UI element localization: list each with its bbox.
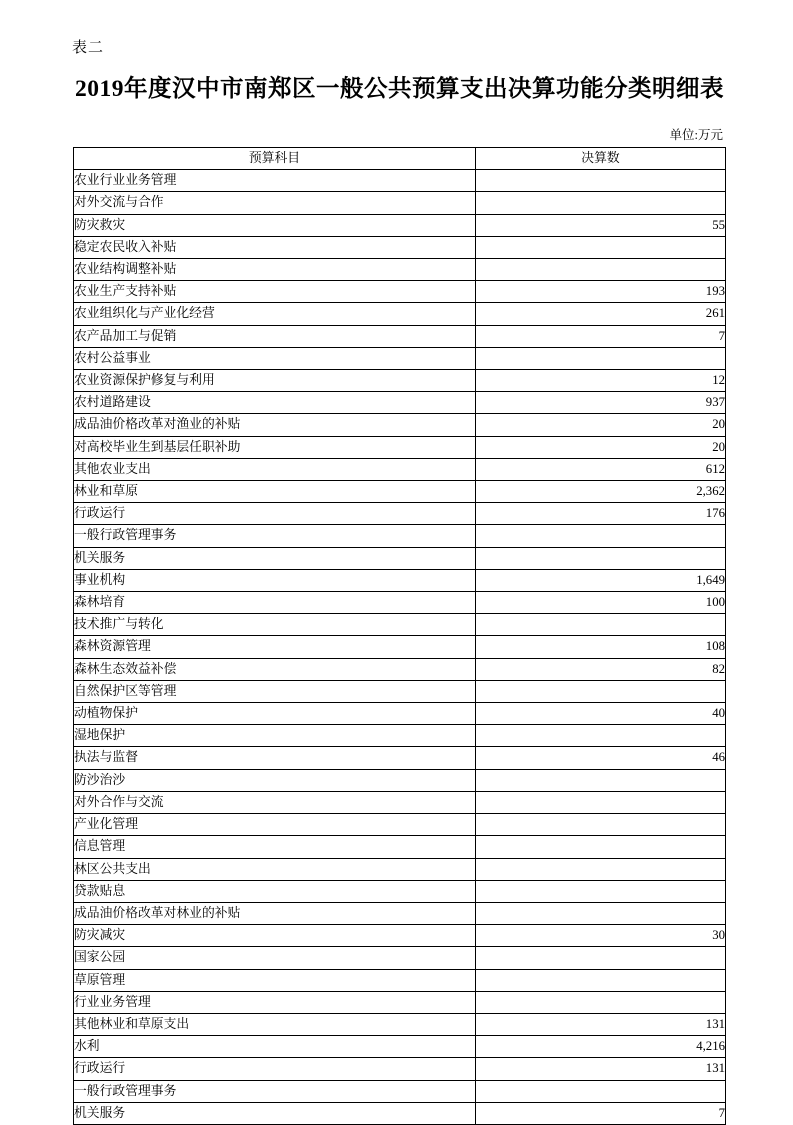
cell-subject: 机关服务 (74, 547, 476, 569)
cell-final-amount: 7 (476, 325, 726, 347)
table-row (74, 1013, 726, 1035)
cell-final-amount: 2,362 (476, 481, 726, 503)
cell-final-amount: 20 (476, 436, 726, 458)
cell-subject: 防灾救灾 (74, 214, 476, 236)
table-row (74, 392, 726, 414)
table-row (74, 1080, 726, 1102)
cell-final-amount (476, 969, 726, 991)
cell-final-amount (476, 525, 726, 547)
cell-final-amount (476, 236, 726, 258)
cell-final-amount: 82 (476, 658, 726, 680)
table-row (74, 769, 726, 791)
table-row (74, 969, 726, 991)
table-row (74, 481, 726, 503)
cell-final-amount (476, 614, 726, 636)
cell-final-amount: 108 (476, 636, 726, 658)
table-row (74, 947, 726, 969)
cell-final-amount (476, 1080, 726, 1102)
cell-final-amount: 1,649 (476, 569, 726, 591)
table-row (74, 436, 726, 458)
cell-subject: 林区公共支出 (74, 858, 476, 880)
cell-final-amount: 20 (476, 414, 726, 436)
table-row (74, 902, 726, 924)
cell-subject: 国家公园 (74, 947, 476, 969)
cell-subject: 其他农业支出 (74, 458, 476, 480)
cell-final-amount (476, 814, 726, 836)
cell-final-amount (476, 791, 726, 813)
cell-subject: 稳定农民收入补贴 (74, 236, 476, 258)
table-row (74, 259, 726, 281)
cell-final-amount: 193 (476, 281, 726, 303)
cell-final-amount (476, 347, 726, 369)
cell-final-amount: 131 (476, 1058, 726, 1080)
cell-subject: 农村道路建设 (74, 392, 476, 414)
cell-final-amount (476, 769, 726, 791)
cell-subject: 执法与监督 (74, 747, 476, 769)
table-row (74, 658, 726, 680)
table-row (74, 414, 726, 436)
budget-expenditure-table (73, 147, 726, 1125)
cell-final-amount: 40 (476, 703, 726, 725)
cell-final-amount (476, 192, 726, 214)
cell-subject: 自然保护区等管理 (74, 680, 476, 702)
cell-subject: 贷款贴息 (74, 880, 476, 902)
cell-subject: 对外合作与交流 (74, 791, 476, 813)
table-row (74, 192, 726, 214)
column-header-final-amount: 决算数 (476, 148, 726, 170)
cell-final-amount: 261 (476, 303, 726, 325)
table-row (74, 303, 726, 325)
table-row (74, 214, 726, 236)
table-row (74, 592, 726, 614)
cell-subject: 农业资源保护修复与利用 (74, 370, 476, 392)
table-row (74, 347, 726, 369)
table-row (74, 170, 726, 192)
cell-final-amount: 937 (476, 392, 726, 414)
table-row (74, 458, 726, 480)
cell-subject: 行业业务管理 (74, 991, 476, 1013)
table-row (74, 703, 726, 725)
cell-final-amount: 30 (476, 925, 726, 947)
table-row (74, 880, 726, 902)
table-row (74, 991, 726, 1013)
cell-subject: 防沙治沙 (74, 769, 476, 791)
table-row (74, 791, 726, 813)
table-row (74, 503, 726, 525)
table-row (74, 1058, 726, 1080)
table-header-row (74, 148, 726, 170)
cell-subject: 信息管理 (74, 836, 476, 858)
cell-subject: 一般行政管理事务 (74, 525, 476, 547)
table-body (74, 170, 726, 1125)
cell-subject: 农业行业业务管理 (74, 170, 476, 192)
table-row (74, 325, 726, 347)
table-row (74, 547, 726, 569)
cell-final-amount (476, 902, 726, 924)
cell-subject: 农业生产支持补贴 (74, 281, 476, 303)
cell-subject: 成品油价格改革对林业的补贴 (74, 902, 476, 924)
cell-final-amount: 7 (476, 1102, 726, 1124)
cell-subject: 成品油价格改革对渔业的补贴 (74, 414, 476, 436)
cell-final-amount (476, 547, 726, 569)
cell-final-amount (476, 858, 726, 880)
cell-subject: 水利 (74, 1036, 476, 1058)
cell-final-amount: 131 (476, 1013, 726, 1035)
table-row (74, 858, 726, 880)
table-row (74, 636, 726, 658)
cell-subject: 一般行政管理事务 (74, 1080, 476, 1102)
table-row (74, 925, 726, 947)
table-row (74, 614, 726, 636)
cell-subject: 其他林业和草原支出 (74, 1013, 476, 1035)
cell-subject: 农业结构调整补贴 (74, 259, 476, 281)
table-row (74, 680, 726, 702)
cell-subject: 森林培育 (74, 592, 476, 614)
cell-final-amount: 100 (476, 592, 726, 614)
cell-final-amount: 46 (476, 747, 726, 769)
cell-subject: 防灾减灾 (74, 925, 476, 947)
table-row (74, 725, 726, 747)
unit-note: 单位:万元 (669, 128, 723, 142)
cell-subject: 事业机构 (74, 569, 476, 591)
cell-subject: 农产品加工与促销 (74, 325, 476, 347)
table-label: 表二 (72, 40, 105, 56)
table-row (74, 525, 726, 547)
cell-subject: 产业化管理 (74, 814, 476, 836)
column-header-subject: 预算科目 (74, 148, 476, 170)
cell-final-amount: 4,216 (476, 1036, 726, 1058)
cell-final-amount (476, 170, 726, 192)
cell-subject: 动植物保护 (74, 703, 476, 725)
table-row (74, 814, 726, 836)
cell-final-amount: 612 (476, 458, 726, 480)
cell-final-amount (476, 680, 726, 702)
cell-subject: 机关服务 (74, 1102, 476, 1124)
cell-subject: 农村公益事业 (74, 347, 476, 369)
cell-subject: 行政运行 (74, 1058, 476, 1080)
cell-subject: 对外交流与合作 (74, 192, 476, 214)
table-row (74, 1102, 726, 1124)
cell-subject: 技术推广与转化 (74, 614, 476, 636)
cell-final-amount: 55 (476, 214, 726, 236)
cell-subject: 林业和草原 (74, 481, 476, 503)
page-title: 2019年度汉中市南郑区一般公共预算支出决算功能分类明细表 (75, 76, 724, 102)
cell-subject: 草原管理 (74, 969, 476, 991)
cell-final-amount (476, 259, 726, 281)
table-row (74, 569, 726, 591)
cell-subject: 农业组织化与产业化经营 (74, 303, 476, 325)
table-row (74, 747, 726, 769)
cell-subject: 对高校毕业生到基层任职补助 (74, 436, 476, 458)
cell-final-amount (476, 725, 726, 747)
table-row (74, 281, 726, 303)
cell-final-amount: 12 (476, 370, 726, 392)
cell-final-amount (476, 880, 726, 902)
table-row (74, 370, 726, 392)
table-row (74, 836, 726, 858)
cell-final-amount (476, 836, 726, 858)
table-row (74, 236, 726, 258)
cell-subject: 森林资源管理 (74, 636, 476, 658)
cell-final-amount (476, 947, 726, 969)
cell-final-amount: 176 (476, 503, 726, 525)
cell-subject: 森林生态效益补偿 (74, 658, 476, 680)
table-row (74, 1036, 726, 1058)
cell-subject: 行政运行 (74, 503, 476, 525)
cell-final-amount (476, 991, 726, 1013)
cell-subject: 湿地保护 (74, 725, 476, 747)
